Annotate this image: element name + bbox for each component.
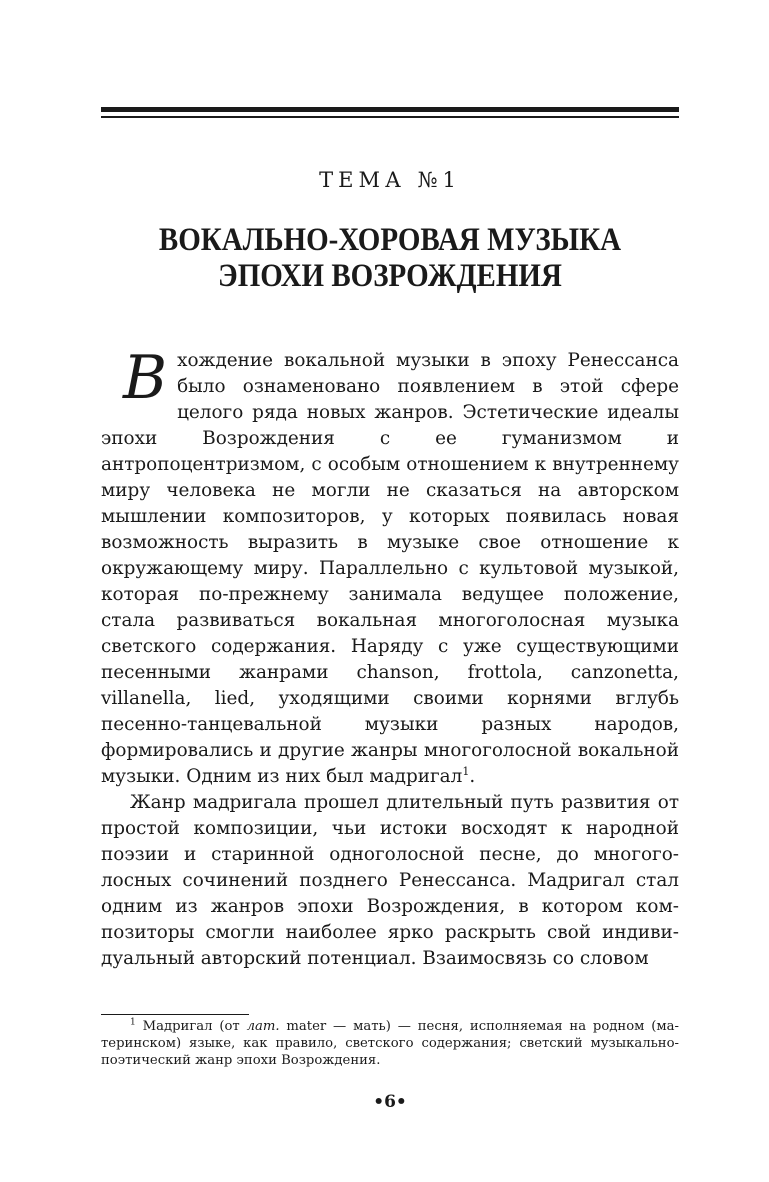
footnote [101,1018,679,1069]
body-text [101,343,679,972]
header-rule-thin [101,116,679,118]
paragraph-2: Жанр мадригала прошел длительный путь развития от простой композиции, чьи истоки восходят к народной поэзии и старинной одноголосной песне, до многоголосных сочинений позднего Ренессанса. Мадригал стал одним из жанров эпохи Возрождения, в котором композиторы смогли наиболее ярко раскрыть свой индивидуальный авторский потенциал. Взаимосвязь со словом [101,792,679,969]
footnote-rule [101,1014,249,1015]
chapter-label: ТЕМА №1 [319,168,461,192]
drop-cap: В [123,343,168,413]
chapter-title-line-2: ЭПОХИ ВОЗРОЖДЕНИЯ [218,257,562,294]
chapter-title-line-1: ВОКАЛЬНО-ХОРОВАЯ МУЗЫКА [158,222,622,258]
footnote-reference[interactable]: 1 [462,764,470,778]
paragraph-1-text: хождение вокальной музыки в эпоху Ренессанса было ознаменовано появлением в этой сфере целого ряда новых жанров. Эстетические идеалы эпохи Возрождения с ее гуманизмом и антропоцентризмом, с особым отношением к внутреннему миру человека не могли не сказаться на авторском мышлении композиторов, у которых появилась новая возможность выразить в музыке свое отношение к окружающему миру. Параллельно с культовой музыкой, которая по-прежнему занимала ведущее положение, стала развиваться вокальная многоголосная музыка светского содержания. Наряду с уже существующими песенными жанрами chanson, frottola, canzonetta, villanella, lied, уходящими своими корнями вглубь песенно-танцевальной музыки разных народов, формировались и другие жанры многоголосной вокальной музыки. Одним из них был мадригал [101,350,679,787]
page-number: •6• [373,1092,407,1112]
paragraph-1-end: . [469,766,476,787]
footnote-italic: лат. [246,1019,280,1034]
footnote-text-start: Мадригал (от [135,1019,247,1034]
chapter-title [101,222,679,294]
header-rule-thick [101,107,679,112]
footnote-text [101,1018,679,1069]
paragraph-1 [101,343,679,790]
footnote-number: 1 [130,1017,136,1028]
footnote-text-rest: mater — мать) — песня, исполняемая на родном (материнском) языке, как правило, светского содержания; светский музыкально-поэтический жанр эпохи Возрождения. [101,1019,679,1068]
